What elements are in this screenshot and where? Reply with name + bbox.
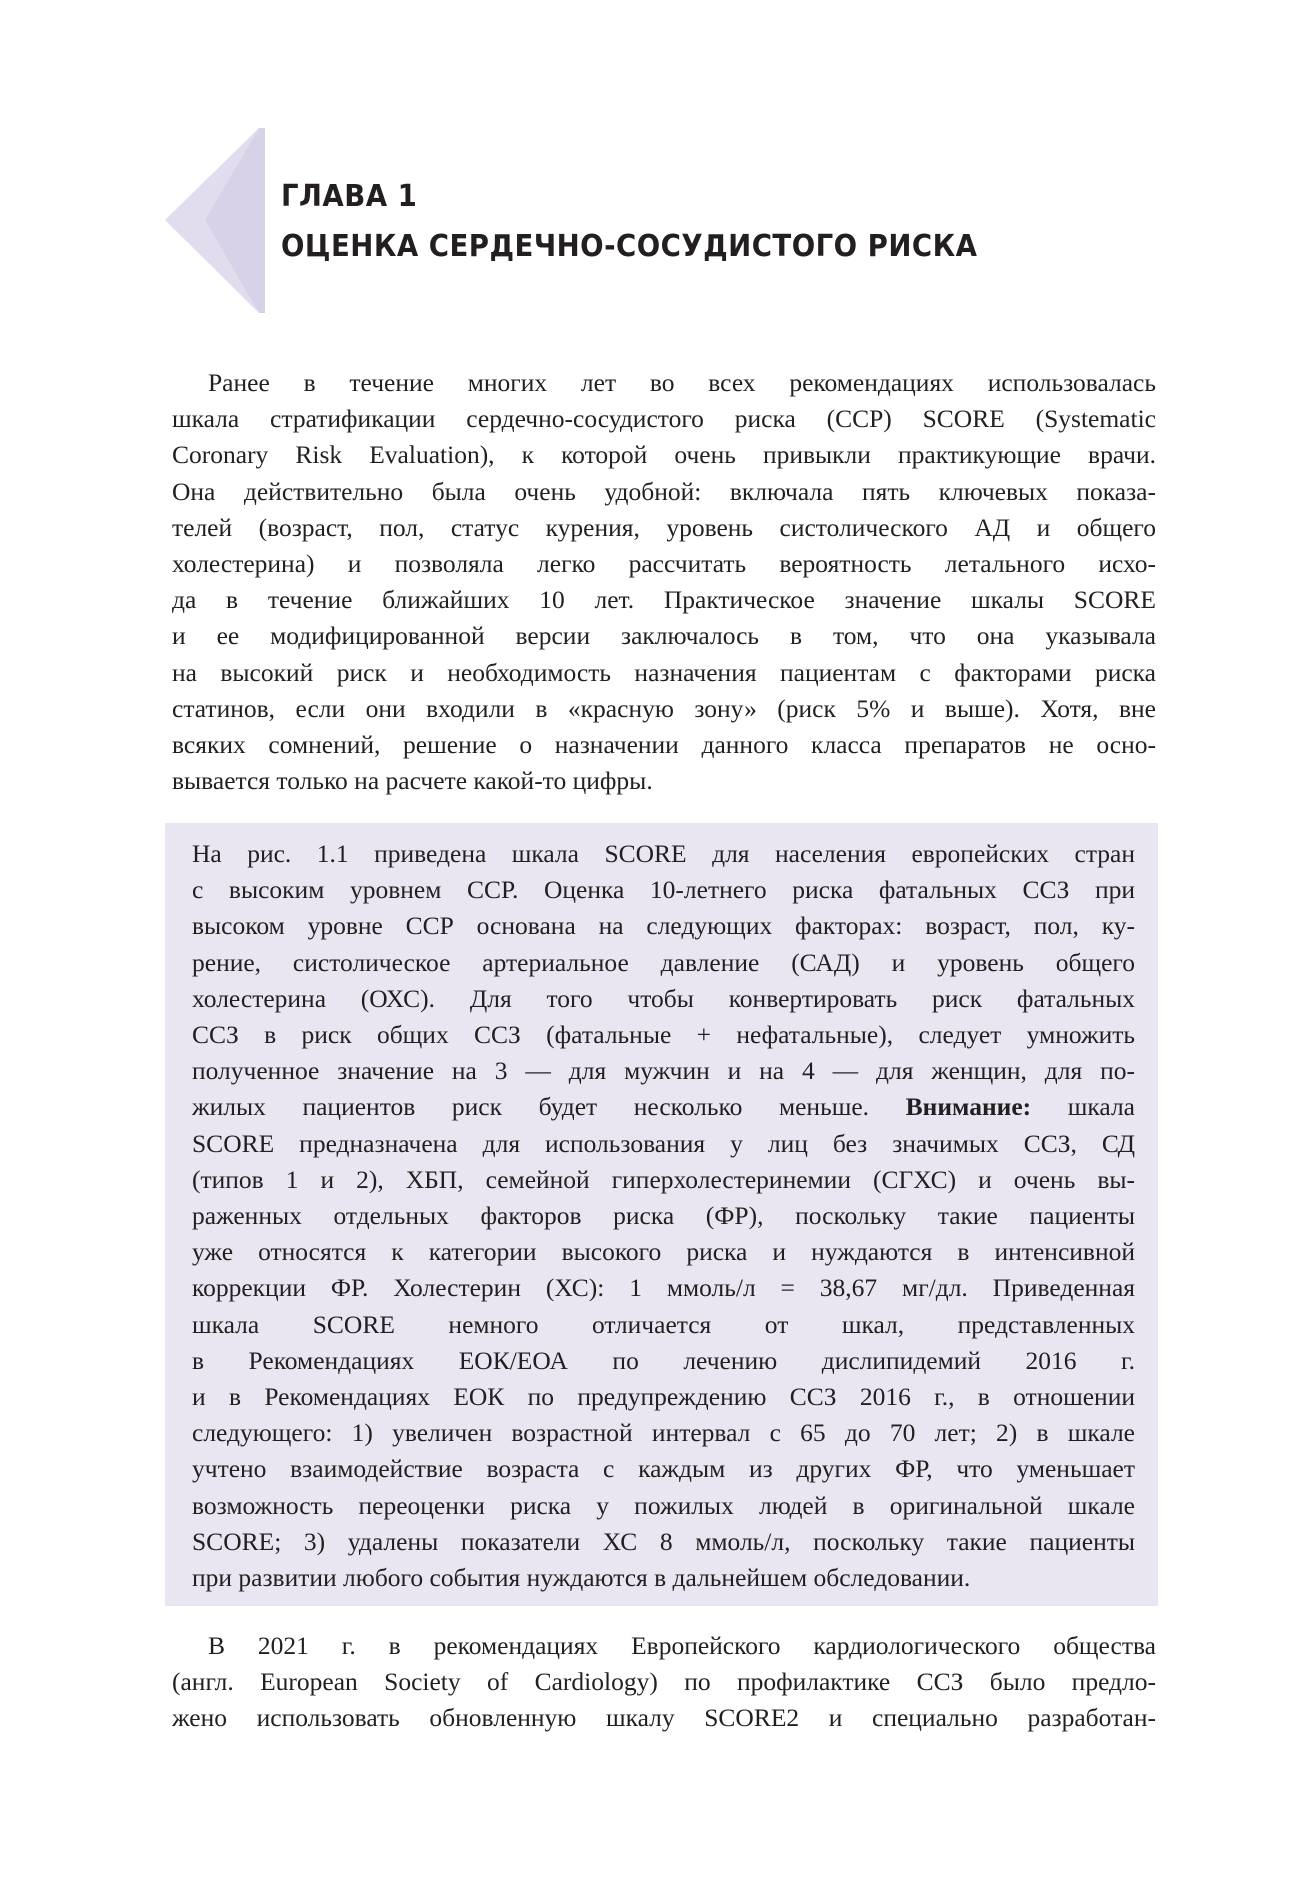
text-line: В 2021 г. в рекомендациях Европейского кардиологического общества: [208, 1631, 1156, 1660]
paragraph-score2: [172, 1628, 1156, 1737]
text-line: возможность переоценки риска у пожилых людей в оригинальной шкале: [192, 1490, 1135, 1520]
text-line: на высокий риск и необходимость назначения пациентам с факторами риска: [172, 657, 1156, 687]
text-line: На рис. 1.1 приведена шкала SCORE для населения европейских стран: [192, 839, 1135, 868]
paragraph-intro: [172, 365, 1156, 799]
text-line: учтено взаимодействие возраста с каждым из других ФР, что уменьшает: [192, 1454, 1135, 1484]
text-line: ССЗ в риск общих ССЗ (фатальные + нефатальные), следует умножить: [192, 1020, 1135, 1050]
text-line: жено использовать обновленную шкалу SCORE2 и специально разработан-: [172, 1703, 1156, 1733]
text-line: (англ. European Society of Cardiology) по профилактике ССЗ было предло-: [172, 1667, 1156, 1697]
text-line: и в Рекомендациях ЕОК по предупреждению ССЗ 2016 г., в отношении: [192, 1382, 1135, 1412]
text-line: Она действительно была очень удобной: включала пять ключевых показа-: [172, 476, 1156, 506]
text-line: холестерина (ОХС). Для того чтобы конвертировать риск фатальных: [192, 983, 1135, 1013]
text-line: шкала SCORE немного отличается от шкал, представленных: [192, 1309, 1135, 1339]
text-line: уже относятся к категории высокого риска и нуждаются в интенсивной: [192, 1237, 1135, 1267]
text-line: да в течение ближайших 10 лет. Практическое значение шкалы SCORE: [172, 585, 1156, 615]
text-line: коррекции ФР. Холестерин (ХС): 1 ммоль/л = 38,67 мг/дл. Приведенная: [192, 1273, 1135, 1303]
chapter-marker-chevron: [165, 128, 265, 313]
text-line: высоком уровне ССР основана на следующих факторах: возраст, пол, ку-: [192, 911, 1135, 941]
text-line: вывается только на расчете какой-то цифры.: [172, 766, 653, 796]
text-line: телей (возраст, пол, статус курения, уровень систолического АД и общего: [172, 512, 1156, 542]
chapter-heading: [281, 172, 977, 272]
text-line: следующего: 1) увеличен возрастной интервал с 65 до 70 лет; 2) в шкале: [192, 1418, 1135, 1448]
text-line: шкала стратификации сердечно-сосудистого риска (ССР) SCORE (Systematic: [172, 404, 1156, 434]
attention-line-end: шкала: [1031, 1092, 1135, 1122]
text-line: статинов, если они входили в «красную зону» (риск 5% и выше). Хотя, вне: [172, 693, 1156, 723]
callout-text: [192, 836, 1135, 1596]
text-line: с высоким уровнем ССР. Оценка 10-летнего риска фатальных ССЗ при: [192, 875, 1135, 905]
text-line: полученное значение на 3 — для мужчин и на 4 — для женщин, для по-: [192, 1056, 1135, 1086]
text-line: в Рекомендациях ЕОК/ЕОА по лечению дислипидемий 2016 г.: [192, 1345, 1135, 1375]
chapter-title: ОЦЕНКА СЕРДЕЧНО-СОСУДИСТОГО РИСКА: [281, 229, 978, 264]
attention-label: Внимание:: [905, 1092, 1032, 1122]
text-line: SCORE; 3) удалены показатели ХС 8 ммоль/л, поскольку такие пациенты: [192, 1526, 1135, 1556]
text-line: Coronary Risk Evaluation), к которой очень привыкли практикующие врачи.: [172, 440, 1156, 470]
attention-line-start: жилых пациентов риск будет несколько меньше.: [192, 1092, 906, 1122]
text-line: SCORE предназначена для использования у лиц без значимых ССЗ, СД: [192, 1128, 1135, 1158]
text-line: раженных отдельных факторов риска (ФР), поскольку такие пациенты: [192, 1201, 1135, 1231]
score-callout-box: [165, 823, 1158, 1606]
text-line: и ее модифицированной версии заключалось в том, что она указывала: [172, 621, 1156, 651]
text-line: (типов 1 и 2), ХБП, семейной гиперхолестеринемии (СГХС) и очень вы-: [192, 1164, 1135, 1194]
text-line: Ранее в течение многих лет во всех рекомендациях использовалась: [208, 368, 1156, 397]
text-line: всяких сомнений, решение о назначении данного класса препаратов не осно-: [172, 730, 1156, 760]
text-line: рение, систолическое артериальное давление (САД) и уровень общего: [192, 947, 1135, 977]
text-line-attention: [192, 1089, 1135, 1125]
text-line: холестерина) и позволяла легко рассчитать вероятность летального исхо-: [172, 549, 1156, 579]
chapter-label: ГЛАВА 1: [281, 179, 418, 214]
text-line: при развитии любого события нуждаются в дальнейшем обследовании.: [192, 1563, 971, 1593]
